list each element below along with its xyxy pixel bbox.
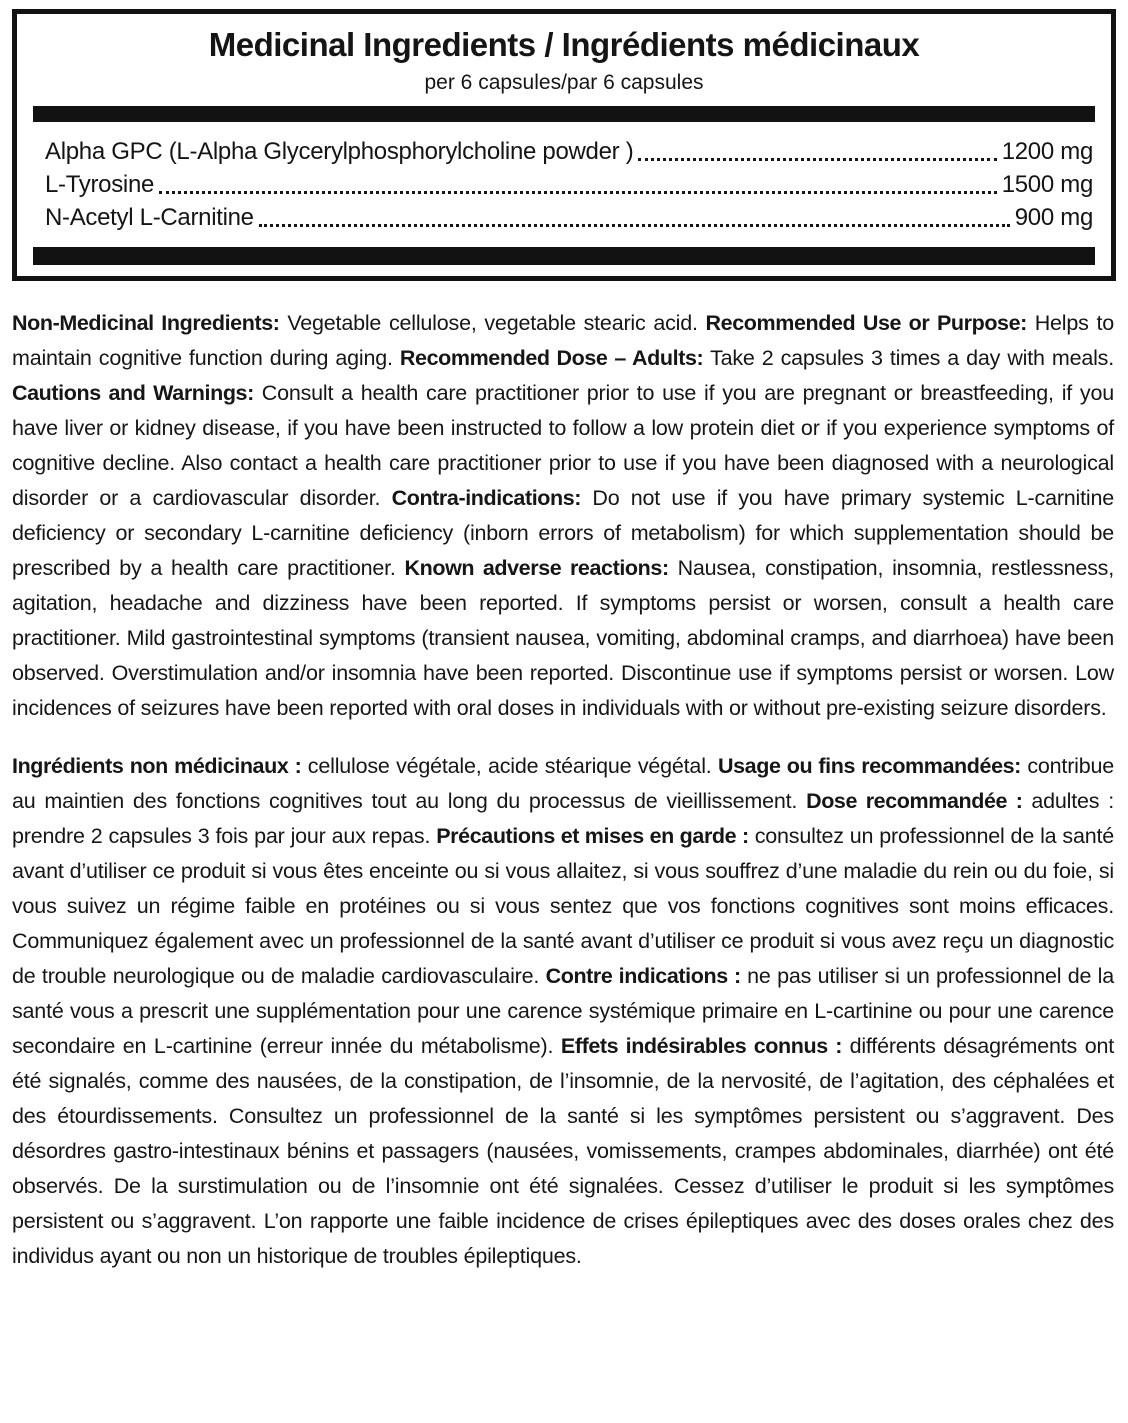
ingredient-name: N-Acetyl L-Carnitine: [45, 204, 254, 231]
divider-bar-bottom: [33, 247, 1095, 265]
dot-leader: [159, 191, 997, 194]
ingredient-amount: 900 mg: [1014, 204, 1093, 231]
divider-bar-top: [33, 106, 1095, 122]
french-information-paragraph: Ingrédients non médicinaux : cellulose végétale, acide stéarique végétal. Usage ou fins recommandées: contribue au maintien des fonctions cognitives tout au long du processus de vieillissement. Dose recommandée : adultes : prendre 2 capsules 3 fois par jour aux repas. Précautions et mises en garde : consultez un professionnel de la santé avant d’utiliser ce produit si vous êtes enceinte ou si vous allaitez, si vous souffrez d’une maladie du rein ou du foie, si vous suivez un régime faible en protéines ou si vous sentez que vos fonctions cognitives sont moins efficaces. Communiquez également avec un professionnel de la santé avant d’utiliser ce produit si vous avez reçu un diagnostic de trouble neurologique ou de maladie cardiovasculaire. Contre indications : ne pas utiliser si un professionnel de la santé vous a prescrit une supplémentation pour une carence systémique primaire en L-cartinine ou pour une carence secondaire en L-cartinine (erreur innée du métabolisme). Effets indésirables connus : différents désagréments ont été signalés, comme des nausées, de la constipation, de l’insomnie, de la nervosité, de l’agitation, des céphalées et des étourdissements. Consultez un professionnel de la santé si les symptômes persistent ou s’aggravent. Des désordres gastro-intestinaux bénins et passagers (nausées, vomissements, crampes abdominales, diarrhée) ont été observés. De la surstimulation ou de l’insomnie ont été signalées. Cessez d’utiliser le produit si les symptômes persistent ou s’aggravent. L’on rapporte une faible incidence de crises épileptiques avec des doses orales chez des individus ayant ou non un historique de troubles épileptiques.: [12, 754, 1115, 1268]
ingredient-name: Alpha GPC (L-Alpha Glycerylphosphorylcholine powder ): [45, 138, 634, 165]
ingredient-amount: 1500 mg: [1001, 171, 1093, 198]
medicinal-ingredients-panel: [12, 9, 1116, 281]
dot-leader: [638, 158, 996, 161]
panel-title: Medicinal Ingredients / Ingrédients médicinaux: [208, 26, 920, 63]
ingredient-row-l-tyrosine: [45, 168, 1093, 201]
english-information-paragraph: Non-Medicinal Ingredients: Vegetable cellulose, vegetable stearic acid. Recommended Use or Purpose: Helps to maintain cognitive function during aging. Recommended Dose – Adults: Take 2 capsules 3 times a day with meals. Cautions and Warnings: Consult a health care practitioner prior to use if you are pregnant or breastfeeding, if you have liver or kidney disease, if you have been instructed to follow a low protein diet or if you experience symptoms of cognitive decline. Also contact a health care practitioner prior to use if you have been diagnosed with a neurological disorder or a cardiovascular disorder. Contra-indications: Do not use if you have primary systemic L-carnitine deficiency or secondary L-carnitine deficiency (inborn errors of metabolism) for which supplementation should be prescribed by a health care practitioner. Known adverse reactions: Nausea, constipation, insomnia, restlessness, agitation, headache and dizziness have been reported. If symptoms persist or worsen, consult a health care practitioner. Mild gastrointestinal symptoms (transient nausea, vomiting, abdominal cramps, and diarrhoea) have been observed. Overstimulation and/or insomnia have been reported. Discontinue use if symptoms persist or worsen. Low incidences of seizures have been reported with oral doses in individuals with or without pre-existing seizure disorders.: [12, 311, 1115, 720]
ingredient-list: [17, 122, 1111, 234]
supplement-label-page: [0, 9, 1128, 1423]
serving-size-text: per 6 capsules/par 6 capsules: [424, 71, 704, 94]
ingredient-name: L-Tyrosine: [45, 171, 155, 198]
ingredient-row-alpha-gpc: [45, 135, 1093, 168]
dot-leader: [259, 224, 1010, 227]
ingredient-row-n-acetyl-l-carnitine: [45, 201, 1093, 234]
ingredient-amount: 1200 mg: [1001, 138, 1093, 165]
